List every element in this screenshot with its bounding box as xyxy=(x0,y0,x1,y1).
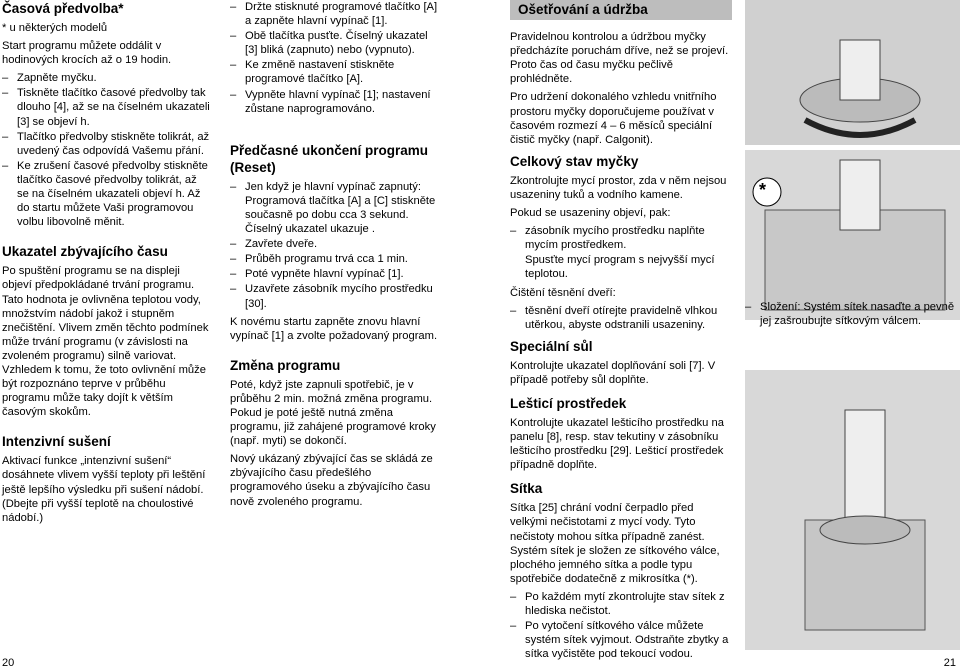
subheading-door-seals: Čištění těsnění dveří: xyxy=(510,286,616,299)
page-number-right: 21 xyxy=(943,657,956,669)
caption-item: – Složení: Systém sítek nasaďte a pevně jej zašroubujte sítkovým válcem. xyxy=(745,300,960,328)
state-list xyxy=(510,224,732,281)
section-heading-special-salt: Speciální sůl xyxy=(510,338,593,354)
body-text: K novému startu zapněte znovu hlavní vypínač [1] a zvolte požadovaný program. xyxy=(230,315,438,342)
list-item: – Tlačítko předvolby stiskněte tolikrát, až uvedený čas odpovídá Vašemu přání. xyxy=(2,130,210,158)
seals-list xyxy=(510,304,732,332)
list-item: – Držte stisknuté programové tlačítko [A] a zapněte hlavní vypínač [1]. xyxy=(230,0,440,28)
body-text: Sítka [25] chrání vodní čerpadlo před velkými nečistotami z mycí vody. Tyto nečistoty mohou sítka případně zanést. Systém sítek je složen ze sítkového válce, plochého jemného sítka a podle typu spotřebiče dodatečně z mikrosítka (*). xyxy=(510,502,720,585)
body-text: Kontrolujte ukazatel lešticího prostředku na panelu [8], resp. stav tekutiny v zásobníku lešticího prostředku [29]. Lešticí prostředek případně doplňte. xyxy=(510,416,724,472)
list-item: – Uzavřete zásobník mycího prostředku [30]. xyxy=(230,282,440,310)
body-text: Zkontrolujte mycí prostor, zda v něm nejsou usazeniny tuků a vodního kamene. xyxy=(510,174,727,201)
section-heading-rinse-aid: Lešticí prostředek xyxy=(510,395,627,411)
figure-filter-removal xyxy=(745,0,960,145)
list-item: – Vypněte hlavní vypínač [1]; nastavení zůstane naprogramováno. xyxy=(230,88,440,116)
star-label: * xyxy=(759,180,767,200)
list-item: – Po každém mytí zkontrolujte stav sítek z hlediska nečistot. xyxy=(510,590,732,618)
figure-filter-assembly xyxy=(745,370,960,650)
list-item: – Po vytočení sítkového válce můžete systém sítek vyjmout. Odstraňte zbytky a sítka vyčistěte pod tekoucí vodou. xyxy=(510,619,732,661)
section-heading-program-change: Změna programu xyxy=(230,357,341,373)
footnote: * u některých modelů xyxy=(2,22,108,34)
figure-filter-parts xyxy=(745,150,960,320)
body-text: Aktivací funkce „intenzivní sušení“ dosáhnete vlivem vyšší teploty při leštění ještě lepšího výsledku při sušení nádobí. (Dbejte při vyšší teplotě na choulostivé nádobí.) xyxy=(2,455,206,524)
body-text: Kontrolujte ukazatel doplňování soli [7]. V případě potřeby sůl doplňte. xyxy=(510,359,716,386)
list-item: – Průběh programu trvá cca 1 min. xyxy=(230,252,440,266)
maintenance-column xyxy=(510,0,732,665)
left-column xyxy=(2,0,210,529)
reset-steps-list xyxy=(230,180,440,311)
body-text: Nový ukázaný zbývající čas se skládá ze zbývajícího času předešlého programového úseku a zbývajícího času nově zvoleného programu. xyxy=(230,453,433,508)
list-item: – zásobník mycího prostředku naplňte mycím prostředkem. xyxy=(510,224,732,252)
list-item: – Jen když je hlavní vypínač zapnutý: Programová tlačítka [A] a [C] stiskněte současně po dobu cca 3 sekund. Číselný ukazatel ukazuje . xyxy=(230,180,440,236)
page-number-left: 20 xyxy=(2,657,15,669)
section-heading-time-preselect: Časová předvolba* xyxy=(2,1,124,16)
body-text: Pokud se usazeniny objeví, pak: xyxy=(510,207,671,220)
setting-steps-list xyxy=(230,0,440,116)
list-item: – těsnění dveří otírejte pravidelně vlhkou utěrkou, abyste odstranili usazeniny. xyxy=(510,304,732,332)
filter-removal-illustration xyxy=(745,0,960,145)
section-heading-filters: Sítka xyxy=(510,481,543,497)
list-item: – Poté vypněte hlavní vypínač [1]. xyxy=(230,267,440,281)
body-text: Po spuštění programu se na displeji objeví předpokládané trvání programu. Tato hodnota je ovlivněna teplotou vody, množstvím nádobí jakož i stupněm znečištění. Vlivem změn těchto podmínek může trvání programu (v závislosti na zvoleném programu) silně variovat. Vzhledem k tomu, že toto ovlivnění může být rozpoznáno teprve v průběhu programu může taky dojít k větším časovým skokům. xyxy=(2,265,209,419)
section-heading-reset: Předčasné ukončení programu (Reset) xyxy=(230,142,429,175)
filter-list xyxy=(510,590,732,661)
list-item: – Ke změně nastavení stiskněte programové tlačítko [A]. xyxy=(230,58,440,86)
figure-caption xyxy=(745,300,960,332)
section-heading-intensive-drying: Intenzivní sušení xyxy=(2,434,111,450)
list-item: Spusťte mycí program s nejvyšší mycí teplotou. xyxy=(525,254,715,281)
body-text: Pravidelnou kontrolou a údržbou myčky předcházíte poruchám dříve, než se projeví. Proto čas od času myčku pečlivě prohlédněte. xyxy=(510,31,729,86)
list-item: – Obě tlačítka pusťte. Číselný ukazatel [3] bliká (zapnuto) nebo (vypnuto). xyxy=(230,29,440,57)
list-item: – Zapněte myčku. xyxy=(2,71,210,85)
intro-text: Start programu můžete oddálit v hodinových krocích až o 19 hodin. xyxy=(2,40,172,67)
list-item: – Tiskněte tlačítko časové předvolby tak dlouho [4], až se na číselném ukazateli [3] se objeví h. xyxy=(2,86,210,128)
section-banner: Ošetřování a údržba xyxy=(510,0,732,20)
list-item: – Ke zrušení časové předvolby stiskněte tlačítko časové předvolby tolikrát, až se na číselném ukazateli objeví h. Až do startu můžete Vaši programovou volbu libovolně měnit. xyxy=(2,159,210,229)
list-item: – Zavřete dveře. xyxy=(230,237,440,251)
middle-column xyxy=(230,0,440,513)
body-text: Poté, když jste zapnuli spotřebič, je v průběhu 2 min. možná změna programu. Pokud je poté ještě nutná změna programu, již zahájené programové kroky (např. myti) se dokončí. xyxy=(230,378,436,448)
body-text: Pro udržení dokonalého vzhledu vnitřního prostoru myčky doporučujeme používat v časovém rozmezí 4 – 6 měsíců speciální čistič myčky (např. Calgonit). xyxy=(510,91,717,146)
section-heading-remaining-time: Ukazatel zbývajícího času xyxy=(2,244,168,260)
section-heading-general-state: Celkový stav myčky xyxy=(510,153,639,169)
steps-list xyxy=(2,71,210,229)
